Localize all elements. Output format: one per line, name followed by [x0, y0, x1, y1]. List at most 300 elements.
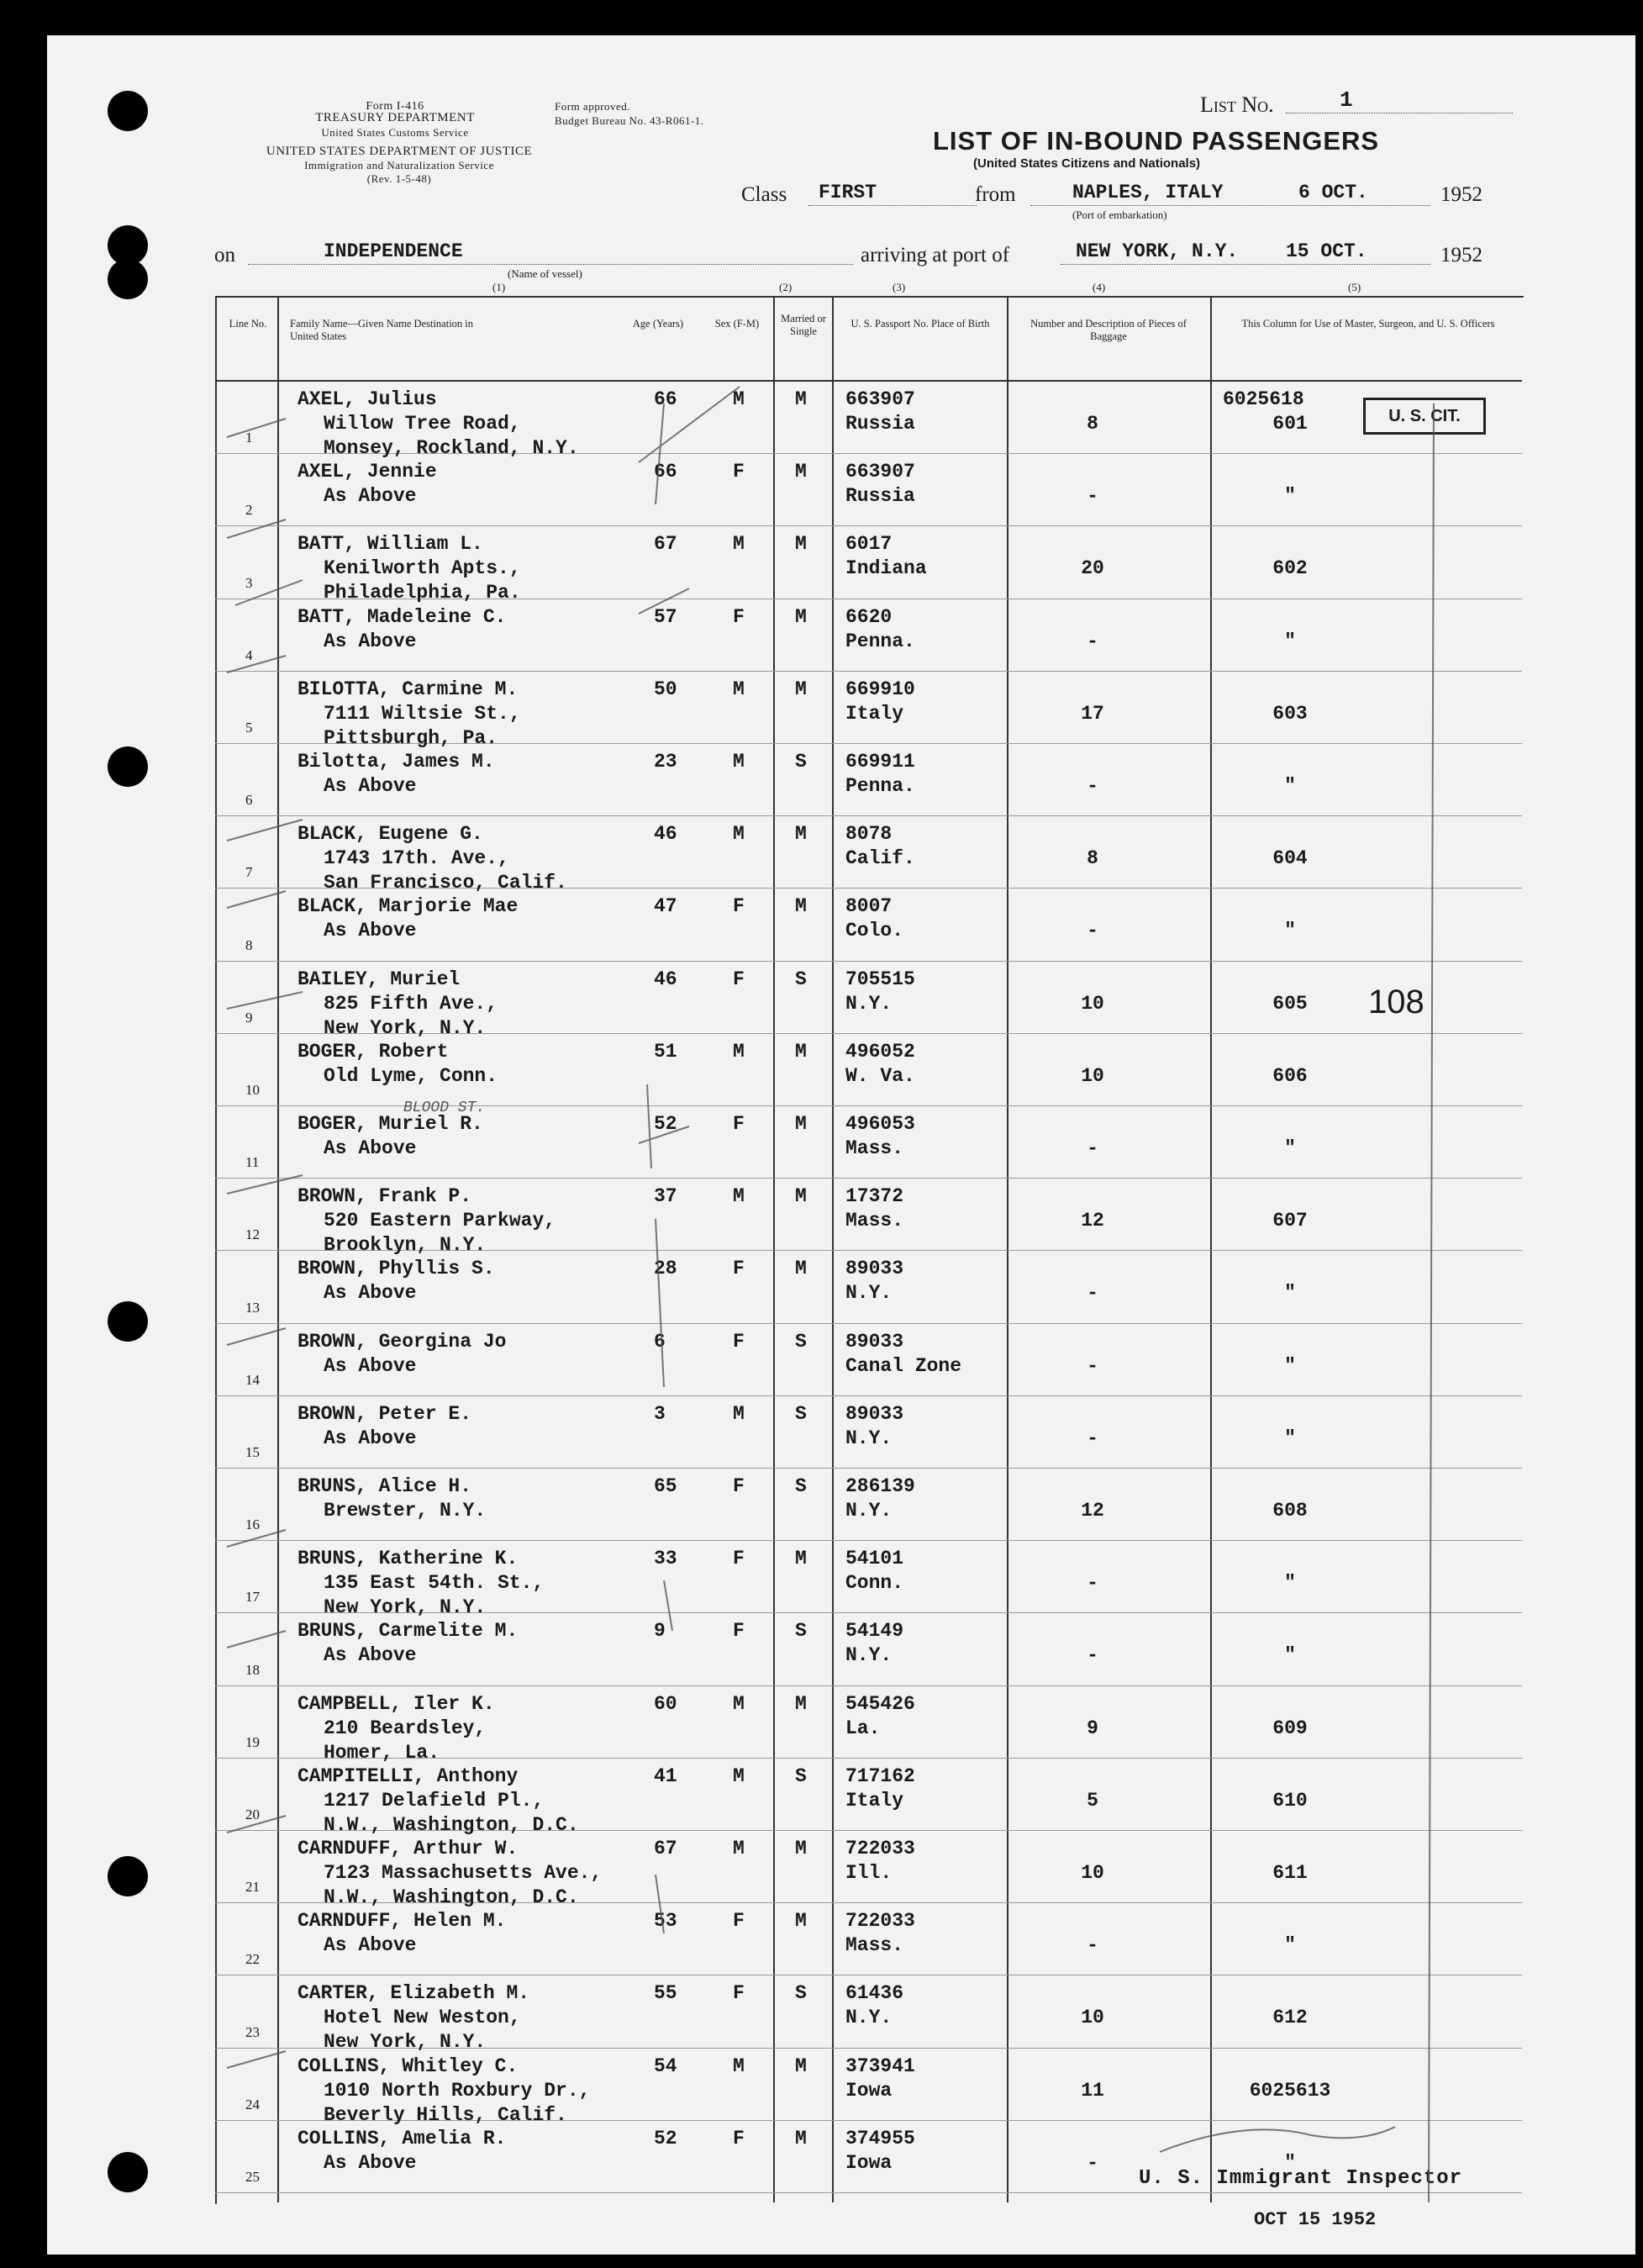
treasury-dept: TREASURY DEPARTMENT	[315, 111, 475, 124]
passenger-age: 55	[654, 1982, 677, 2005]
baggage-count: -	[1087, 1644, 1098, 1667]
baggage-count: -	[1087, 1934, 1098, 1957]
on-label: on	[214, 244, 235, 266]
destination-line: As Above	[324, 1137, 417, 1159]
baggage-count: -	[1087, 1354, 1098, 1377]
passenger-sex: M	[733, 1185, 745, 1208]
passport-number: 545426	[845, 1692, 915, 1715]
passenger-name: BRUNS, Alice H.	[298, 1475, 472, 1497]
col-header-baggage: Number and Description of Pieces of Baggage	[1030, 318, 1187, 342]
passenger-sex: M	[733, 678, 745, 700]
passenger-name: BROWN, Frank P.	[298, 1185, 472, 1208]
officer-number: "	[1284, 1644, 1296, 1667]
revision: (Rev. 1-5-48)	[366, 172, 432, 185]
officer-number: "	[1284, 1354, 1296, 1377]
budget-bureau: Budget Bureau No. 43-R061-1.	[555, 114, 704, 127]
form-approved: Form approved.	[555, 100, 631, 113]
baggage-count: 20	[1081, 557, 1104, 580]
marital-status: M	[795, 895, 807, 918]
marital-status: M	[795, 2127, 807, 2149]
passenger-name: BOGER, Robert	[298, 1040, 449, 1063]
place-of-birth: Ill.	[845, 1862, 893, 1884]
handwritten-street-note: BLOOD ST.	[403, 1100, 486, 1116]
passenger-name: BATT, Madeleine C.	[298, 605, 507, 628]
place-of-birth: Mass.	[845, 1934, 904, 1957]
marital-status: M	[795, 388, 807, 410]
officer-number: "	[1284, 1934, 1296, 1957]
place-of-birth: Calif.	[845, 847, 915, 870]
baggage-count: 10	[1081, 2007, 1104, 2029]
passport-number: 717162	[845, 1764, 915, 1787]
marital-status: M	[795, 1838, 807, 1859]
passenger-age: 46	[654, 823, 677, 846]
passenger-age: 28	[654, 1258, 677, 1280]
marital-status: M	[795, 1113, 807, 1135]
passport-number: 89033	[845, 1330, 904, 1353]
passport-number: 722033	[845, 1910, 915, 1933]
officer-number: 612	[1272, 2007, 1308, 2029]
embarkation-note: (Port of embarkation)	[1072, 208, 1167, 221]
baggage-count: 5	[1087, 1789, 1098, 1812]
passenger-age: 41	[654, 1764, 677, 1787]
immigration-service: Immigration and Naturalization Service	[304, 159, 494, 171]
marital-status: S	[795, 1475, 807, 1497]
passenger-age: 66	[654, 461, 677, 483]
passport-number: 496053	[845, 1113, 915, 1135]
passenger-name: AXEL, Jennie	[298, 461, 437, 483]
officer-number: 6025613	[1249, 2079, 1331, 2102]
passenger-sex: F	[733, 2127, 745, 2149]
baggage-count: -	[1087, 775, 1098, 797]
destination-line: 520 Eastern Parkway,	[324, 1210, 556, 1232]
place-of-birth: N.Y.	[845, 1500, 893, 1522]
passenger-sex: F	[733, 1475, 745, 1497]
passenger-age: 3	[654, 1402, 666, 1425]
passenger-age: 52	[654, 2127, 677, 2149]
place-of-birth: N.Y.	[845, 1282, 893, 1305]
baggage-count: -	[1087, 1427, 1098, 1449]
destination-line: New York, N.Y.	[324, 2031, 487, 2054]
marital-status: M	[795, 1185, 807, 1208]
line-number: 17	[245, 1589, 260, 1606]
baggage-count: 12	[1081, 1500, 1104, 1522]
officer-number: 607	[1272, 1210, 1308, 1232]
officer-number: 610	[1272, 1789, 1308, 1812]
officer-number: "	[1284, 2151, 1296, 2174]
line-number: 19	[245, 1733, 260, 1750]
passenger-sex: M	[733, 1764, 745, 1787]
passenger-sex: F	[733, 968, 745, 990]
passport-number: 6017	[845, 533, 893, 556]
marital-status: S	[795, 1764, 807, 1787]
officer-number: "	[1284, 1572, 1296, 1595]
passport-number: 89033	[845, 1258, 904, 1280]
col-num-4: (4)	[1093, 281, 1106, 293]
officer-number: 602	[1272, 557, 1308, 580]
marital-status: S	[795, 1982, 807, 2005]
destination-line: Pittsburgh, Pa.	[324, 726, 498, 749]
marital-status: M	[795, 1910, 807, 1933]
baggage-count: 12	[1081, 1210, 1104, 1232]
line-number: 1	[245, 430, 253, 446]
passenger-sex: F	[733, 1910, 745, 1933]
officer-number: 603	[1272, 702, 1308, 725]
passenger-age: 52	[654, 1113, 677, 1135]
passenger-sex: F	[733, 605, 745, 628]
passenger-sex: F	[733, 1548, 745, 1570]
passenger-name: BRUNS, Katherine K.	[298, 1548, 519, 1570]
passenger-age: 67	[654, 533, 677, 556]
passenger-name: Bilotta, James M.	[298, 751, 495, 773]
line-number: 24	[245, 2096, 260, 2112]
place-of-birth: Colo.	[845, 920, 904, 942]
col-num-1: (1)	[492, 281, 506, 293]
passport-number: 17372	[845, 1185, 904, 1208]
passenger-sex: M	[733, 2054, 745, 2077]
destination-line: San Francisco, Calif.	[324, 872, 567, 894]
officer-number: "	[1284, 775, 1296, 797]
marital-status: M	[795, 461, 807, 483]
col-header-officers: This Column for Use of Master, Surgeon, and U. S. Officers	[1241, 318, 1495, 330]
date-stamp: OCT 15 1952	[1254, 2209, 1377, 2230]
marital-status: S	[795, 1620, 807, 1643]
passenger-age: 9	[654, 1620, 666, 1643]
passenger-name: COLLINS, Whitley C.	[298, 2054, 519, 2077]
passport-number: 373941	[845, 2054, 915, 2077]
col-header-passport: U. S. Passport No. Place of Birth	[850, 318, 990, 330]
baggage-count: -	[1087, 630, 1098, 652]
marital-status: S	[795, 968, 807, 990]
marital-status: M	[795, 533, 807, 556]
passenger-sex: M	[733, 1402, 745, 1425]
page-title: LIST OF IN-BOUND PASSENGERS	[933, 126, 1380, 156]
passport-number: 722033	[845, 1838, 915, 1859]
passenger-sex: M	[733, 533, 745, 556]
baggage-count: -	[1087, 1137, 1098, 1159]
place-of-birth: Iowa	[845, 2151, 893, 2174]
place-of-birth: Russia	[845, 485, 915, 508]
passenger-name: CARNDUFF, Helen M.	[298, 1910, 507, 1933]
passport-number: 374955	[845, 2127, 915, 2149]
destination-line: 825 Fifth Ave.,	[324, 992, 498, 1015]
passenger-sex: M	[733, 751, 745, 773]
vessel-note: (Name of vessel)	[508, 267, 582, 280]
arrival-year: 1952	[1440, 244, 1482, 266]
passenger-name: CAMPITELLI, Anthony	[298, 1764, 519, 1787]
passport-number: 286139	[845, 1475, 915, 1497]
marital-status: S	[795, 751, 807, 773]
passenger-sex: F	[733, 461, 745, 483]
marital-status: M	[795, 1692, 807, 1715]
passenger-sex: M	[733, 1040, 745, 1063]
passenger-name: BROWN, Georgina Jo	[298, 1330, 507, 1353]
col-header-married: Married or Single	[781, 313, 826, 337]
passenger-name: BLACK, Marjorie Mae	[298, 895, 519, 918]
baggage-count: 8	[1087, 847, 1098, 870]
line-number: 16	[245, 1516, 260, 1533]
line-number: 12	[245, 1226, 260, 1243]
passenger-age: 60	[654, 1692, 677, 1715]
from-label: from	[975, 183, 1016, 206]
marital-status: M	[795, 1258, 807, 1280]
marital-status: M	[795, 2054, 807, 2077]
class-value: FIRST	[819, 182, 877, 203]
col-header-age: Age (Years)	[632, 318, 684, 330]
destination-line: New York, N.Y.	[324, 1016, 487, 1039]
arriving-label: arriving at port of	[861, 244, 1010, 266]
passenger-count-note: 108	[1368, 984, 1424, 1021]
passenger-name: COLLINS, Amelia R.	[298, 2127, 507, 2149]
line-number: 9	[245, 1009, 253, 1026]
marital-status: M	[795, 1040, 807, 1063]
passenger-age: 50	[654, 678, 677, 700]
baggage-count: -	[1087, 1572, 1098, 1595]
arrival-port: NEW YORK, N.Y.	[1076, 240, 1239, 262]
marital-status: M	[795, 605, 807, 628]
passenger-sex: M	[733, 388, 745, 410]
destination-line: New York, N.Y.	[324, 1596, 487, 1619]
line-number: 23	[245, 2023, 260, 2040]
destination-line: Philadelphia, Pa.	[324, 582, 521, 604]
destination-line: As Above	[324, 485, 417, 508]
line-number: 6	[245, 792, 253, 809]
passenger-age: 6	[654, 1330, 666, 1353]
officer-number: 605	[1272, 992, 1308, 1015]
officer-number: 604	[1272, 847, 1308, 870]
passport-number: 663907	[845, 388, 915, 410]
line-number: 7	[245, 864, 253, 881]
baggage-count: 8	[1087, 413, 1098, 435]
list-no-label: List No.	[1200, 92, 1274, 117]
baggage-count: 9	[1087, 1717, 1098, 1739]
line-number: 20	[245, 1806, 260, 1822]
passenger-age: 57	[654, 605, 677, 628]
passenger-age: 37	[654, 1185, 677, 1208]
destination-line: As Above	[324, 630, 417, 652]
passport-number: 705515	[845, 968, 915, 990]
passenger-name: BAILEY, Muriel	[298, 968, 461, 990]
passenger-age: 67	[654, 1838, 677, 1859]
destination-line: As Above	[324, 920, 417, 942]
destination-line: Hotel New Weston,	[324, 2007, 521, 2029]
baggage-count: 10	[1081, 992, 1104, 1015]
marital-status: M	[795, 1548, 807, 1570]
place-of-birth: N.Y.	[845, 1644, 893, 1667]
place-of-birth: W. Va.	[845, 1064, 915, 1087]
place-of-birth: Mass.	[845, 1210, 904, 1232]
passenger-age: 46	[654, 968, 677, 990]
place-of-birth: Italy	[845, 702, 904, 725]
line-number: 22	[245, 1951, 260, 1968]
baggage-count: 10	[1081, 1862, 1104, 1884]
passenger-name: CARNDUFF, Arthur W.	[298, 1838, 519, 1859]
passenger-sex: F	[733, 1620, 745, 1643]
marital-status: M	[795, 678, 807, 700]
place-of-birth: N.Y.	[845, 2007, 893, 2029]
passenger-name: BLACK, Eugene G.	[298, 823, 483, 846]
marital-status: S	[795, 1402, 807, 1425]
officer-number: "	[1284, 485, 1296, 508]
line-number: 2	[245, 502, 253, 519]
destination-line: As Above	[324, 1934, 417, 1957]
embarkation-date: 6 OCT.	[1298, 182, 1368, 203]
passenger-age: 65	[654, 1475, 677, 1497]
col-num-2: (2)	[779, 281, 793, 293]
passenger-name: CAMPBELL, Iler K.	[298, 1692, 495, 1715]
line-number: 21	[245, 1879, 260, 1896]
line-number: 11	[245, 1154, 260, 1171]
us-citizen-stamp: U. S. CIT.	[1363, 398, 1486, 435]
place-of-birth: Iowa	[845, 2079, 893, 2102]
passport-number: 54101	[845, 1548, 904, 1570]
marital-status: M	[795, 823, 807, 846]
officer-number: "	[1284, 1427, 1296, 1449]
list-no-value: 1	[1340, 87, 1353, 113]
passenger-sex: M	[733, 1692, 745, 1715]
place-of-birth: Canal Zone	[845, 1354, 962, 1377]
baggage-count: -	[1087, 920, 1098, 942]
place-of-birth: Mass.	[845, 1137, 904, 1159]
passenger-sex: F	[733, 895, 745, 918]
officer-number: 606	[1272, 1064, 1308, 1087]
line-number: 3	[245, 574, 253, 591]
passenger-age: 51	[654, 1040, 677, 1063]
place-of-birth: Russia	[845, 413, 915, 435]
officer-number: "	[1284, 1282, 1296, 1305]
customs-service: United States Customs Service	[321, 126, 469, 139]
destination-line: 7123 Massachusetts Ave.,	[324, 1862, 603, 1884]
inspector-label: U. S. Immigrant Inspector	[1139, 2167, 1463, 2190]
destination-line: As Above	[324, 2151, 417, 2174]
passport-number: 6620	[845, 605, 893, 628]
destination-line: Homer, La.	[324, 1741, 440, 1764]
passport-number: 89033	[845, 1402, 904, 1425]
baggage-count: 10	[1081, 1064, 1104, 1087]
officer-number: 601	[1272, 413, 1308, 435]
destination-line: As Above	[324, 1282, 417, 1305]
place-of-birth: N.Y.	[845, 1427, 893, 1449]
passenger-age: 66	[654, 388, 677, 410]
passport-number: 8078	[845, 823, 893, 846]
destination-line: 1217 Delafield Pl.,	[324, 1789, 545, 1812]
col-header-sex: Sex (F-M)	[714, 318, 760, 330]
class-label: Class	[741, 183, 787, 206]
passenger-age: 53	[654, 1910, 677, 1933]
passenger-name: BRUNS, Carmelite M.	[298, 1620, 519, 1643]
officer-number: "	[1284, 920, 1296, 942]
place-of-birth: Penna.	[845, 775, 915, 797]
destination-line: As Above	[324, 1644, 417, 1667]
passenger-sex: F	[733, 1982, 745, 2005]
baggage-count: -	[1087, 485, 1098, 508]
passport-number: 61436	[845, 1982, 904, 2005]
destination-line: As Above	[324, 775, 417, 797]
page-subtitle: (United States Citizens and Nationals)	[973, 156, 1201, 171]
destination-line: 210 Beardsley,	[324, 1717, 487, 1739]
destination-line: As Above	[324, 1427, 417, 1449]
passport-number: 663907	[845, 461, 915, 483]
baggage-count: 11	[1081, 2079, 1104, 2102]
line-number: 10	[245, 1082, 260, 1098]
passenger-age: 47	[654, 895, 677, 918]
passport-number: 496052	[845, 1040, 915, 1063]
passport-number: 669910	[845, 678, 915, 700]
baggage-count: -	[1087, 2151, 1098, 2174]
embarkation-port: NAPLES, ITALY	[1072, 182, 1224, 203]
col-num-3: (3)	[893, 281, 906, 293]
officer-number: 611	[1272, 1862, 1308, 1884]
officer-number-top: 6025618	[1223, 388, 1304, 410]
line-number: 14	[245, 1371, 260, 1388]
passenger-name: CARTER, Elizabeth M.	[298, 1982, 530, 2005]
arrival-date: 15 OCT.	[1286, 240, 1367, 262]
destination-line: Brooklyn, N.Y.	[324, 1234, 487, 1257]
marital-status: S	[795, 1330, 807, 1353]
destination-line: Old Lyme, Conn.	[324, 1064, 498, 1087]
destination-line: 1010 North Roxbury Dr.,	[324, 2079, 591, 2102]
place-of-birth: Italy	[845, 1789, 904, 1812]
form-number: Form I-416	[366, 100, 424, 113]
destination-line: 135 East 54th. St.,	[324, 1572, 545, 1595]
place-of-birth: Penna.	[845, 630, 915, 652]
passenger-name: BROWN, Peter E.	[298, 1402, 472, 1425]
place-of-birth: La.	[845, 1717, 881, 1739]
passenger-name: BATT, William L.	[298, 533, 483, 556]
vessel-name: INDEPENDENCE	[324, 240, 463, 262]
passenger-age: 54	[654, 2054, 677, 2077]
passport-number: 669911	[845, 751, 915, 773]
line-number: 15	[245, 1444, 260, 1460]
officer-number: "	[1284, 630, 1296, 652]
line-number: 25	[245, 2169, 260, 2185]
passenger-name: BILOTTA, Carmine M.	[298, 678, 519, 700]
passenger-sex: F	[733, 1330, 745, 1353]
destination-line: 7111 Wiltsie St.,	[324, 702, 521, 725]
destination-line: N.W., Washington, D.C.	[324, 1886, 579, 1908]
line-number: 18	[245, 1661, 260, 1678]
passenger-sex: F	[733, 1258, 745, 1280]
destination-line: Willow Tree Road,	[324, 413, 521, 435]
destination-line: Beverly Hills, Calif.	[324, 2103, 567, 2126]
passenger-age: 23	[654, 751, 677, 773]
place-of-birth: N.Y.	[845, 992, 893, 1015]
baggage-count: -	[1087, 1282, 1098, 1305]
embarkation-year: 1952	[1440, 183, 1482, 206]
passenger-name: AXEL, Julius	[298, 388, 437, 410]
line-number: 8	[245, 936, 253, 953]
officer-number: 609	[1272, 1717, 1308, 1739]
col-header-name: Family Name—Given Name Destination in United States	[290, 318, 474, 342]
place-of-birth: Indiana	[845, 557, 927, 580]
col-num-5: (5)	[1348, 281, 1361, 293]
passenger-sex: M	[733, 1838, 745, 1859]
passenger-name: BROWN, Phyllis S.	[298, 1258, 495, 1280]
destination-line: 1743 17th. Ave.,	[324, 847, 509, 870]
line-number: 13	[245, 1299, 260, 1316]
justice-dept: UNITED STATES DEPARTMENT OF JUSTICE	[266, 145, 533, 158]
line-number: 5	[245, 720, 253, 736]
destination-line: As Above	[324, 1354, 417, 1377]
passport-number: 8007	[845, 895, 893, 918]
destination-line: Monsey, Rockland, N.Y.	[324, 437, 579, 459]
place-of-birth: Conn.	[845, 1572, 904, 1595]
passenger-age: 33	[654, 1548, 677, 1570]
destination-line: Kenilworth Apts.,	[324, 557, 521, 580]
col-header-line-no: Line No.	[229, 318, 267, 330]
line-number: 4	[245, 646, 253, 663]
passenger-sex: M	[733, 823, 745, 846]
destination-line: Brewster, N.Y.	[324, 1500, 487, 1522]
